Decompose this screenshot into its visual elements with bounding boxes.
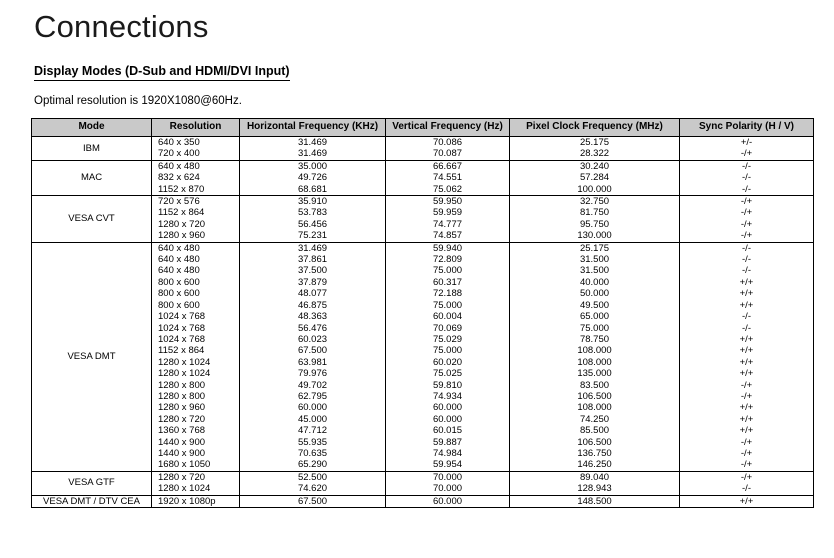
cell-vertical-frequency: 59.887	[386, 437, 510, 448]
cell-vertical-frequency: 60.000	[386, 402, 510, 413]
cell-resolution: 1280 x 1024	[152, 483, 240, 495]
cell-horizontal-frequency: 65.290	[240, 459, 386, 471]
cell-resolution: 640 x 480	[152, 254, 240, 265]
cell-vertical-frequency: 74.551	[386, 172, 510, 183]
table-row	[32, 137, 814, 149]
cell-horizontal-frequency: 74.620	[240, 483, 386, 495]
cell-horizontal-frequency: 49.702	[240, 380, 386, 391]
cell-mode: VESA DMT / DTV CEA	[32, 495, 152, 507]
cell-vertical-frequency: 74.777	[386, 219, 510, 230]
cell-pixel-clock: 146.250	[510, 459, 680, 471]
cell-resolution: 1440 x 900	[152, 448, 240, 459]
cell-sync-polarity: -/+	[680, 391, 814, 402]
cell-horizontal-frequency: 68.681	[240, 184, 386, 196]
cell-horizontal-frequency: 56.456	[240, 219, 386, 230]
cell-sync-polarity: -/-	[680, 160, 814, 172]
cell-horizontal-frequency: 48.077	[240, 288, 386, 299]
cell-sync-polarity: +/+	[680, 288, 814, 299]
cell-vertical-frequency: 75.025	[386, 368, 510, 379]
cell-pixel-clock: 78.750	[510, 334, 680, 345]
column-header-horizontal-frequency: Horizontal Frequency (KHz)	[240, 119, 386, 137]
cell-pixel-clock: 148.500	[510, 495, 680, 507]
cell-vertical-frequency: 70.087	[386, 148, 510, 160]
cell-resolution: 720 x 400	[152, 148, 240, 160]
cell-vertical-frequency: 75.062	[386, 184, 510, 196]
cell-pixel-clock: 128.943	[510, 483, 680, 495]
cell-horizontal-frequency: 37.500	[240, 265, 386, 276]
cell-sync-polarity: -/+	[680, 230, 814, 242]
cell-sync-polarity: -/+	[680, 380, 814, 391]
cell-vertical-frequency: 59.954	[386, 459, 510, 471]
page-title: Connections	[34, 9, 209, 44]
cell-sync-polarity: -/-	[680, 254, 814, 265]
cell-sync-polarity: -/+	[680, 471, 814, 483]
cell-pixel-clock: 136.750	[510, 448, 680, 459]
cell-resolution: 640 x 480	[152, 265, 240, 276]
cell-vertical-frequency: 70.000	[386, 483, 510, 495]
cell-resolution: 640 x 480	[152, 242, 240, 254]
table-header-row	[32, 119, 814, 137]
cell-resolution: 1280 x 800	[152, 391, 240, 402]
cell-resolution: 640 x 350	[152, 137, 240, 149]
cell-sync-polarity: -/-	[680, 242, 814, 254]
cell-horizontal-frequency: 48.363	[240, 311, 386, 322]
cell-sync-polarity: -/-	[680, 265, 814, 276]
cell-vertical-frequency: 70.069	[386, 323, 510, 334]
cell-vertical-frequency: 59.959	[386, 207, 510, 218]
cell-horizontal-frequency: 55.935	[240, 437, 386, 448]
table-row	[32, 471, 814, 483]
cell-pixel-clock: 100.000	[510, 184, 680, 196]
cell-resolution: 1024 x 768	[152, 311, 240, 322]
cell-pixel-clock: 25.175	[510, 137, 680, 149]
cell-sync-polarity: +/+	[680, 300, 814, 311]
cell-sync-polarity: +/+	[680, 334, 814, 345]
cell-sync-polarity: +/+	[680, 345, 814, 356]
cell-sync-polarity: -/-	[680, 172, 814, 183]
cell-resolution: 800 x 600	[152, 300, 240, 311]
cell-vertical-frequency: 70.000	[386, 471, 510, 483]
cell-pixel-clock: 108.000	[510, 357, 680, 368]
cell-mode: VESA CVT	[32, 196, 152, 243]
column-header-vertical-frequency: Vertical Frequency (Hz)	[386, 119, 510, 137]
cell-vertical-frequency: 60.020	[386, 357, 510, 368]
cell-resolution: 1152 x 870	[152, 184, 240, 196]
section-heading: Display Modes (D-Sub and HDMI/DVI Input)	[34, 64, 290, 81]
cell-mode: MAC	[32, 160, 152, 195]
cell-mode: IBM	[32, 137, 152, 161]
cell-pixel-clock: 50.000	[510, 288, 680, 299]
cell-horizontal-frequency: 31.469	[240, 242, 386, 254]
cell-pixel-clock: 40.000	[510, 277, 680, 288]
cell-sync-polarity: +/-	[680, 137, 814, 149]
cell-sync-polarity: -/+	[680, 148, 814, 160]
cell-pixel-clock: 130.000	[510, 230, 680, 242]
cell-vertical-frequency: 59.810	[386, 380, 510, 391]
cell-pixel-clock: 57.284	[510, 172, 680, 183]
cell-resolution: 1024 x 768	[152, 323, 240, 334]
cell-resolution: 640 x 480	[152, 160, 240, 172]
cell-pixel-clock: 30.240	[510, 160, 680, 172]
cell-resolution: 1360 x 768	[152, 425, 240, 436]
column-header-pixel-clock-frequency: Pixel Clock Frequency (MHz)	[510, 119, 680, 137]
table-row	[32, 160, 814, 172]
table-row	[32, 242, 814, 254]
cell-sync-polarity: -/+	[680, 437, 814, 448]
cell-pixel-clock: 108.000	[510, 345, 680, 356]
document-page	[0, 8, 834, 558]
cell-horizontal-frequency: 49.726	[240, 172, 386, 183]
cell-horizontal-frequency: 47.712	[240, 425, 386, 436]
cell-vertical-frequency: 75.000	[386, 345, 510, 356]
cell-horizontal-frequency: 35.910	[240, 196, 386, 208]
section-heading-wrap	[26, 46, 808, 81]
cell-resolution: 1280 x 1024	[152, 357, 240, 368]
cell-vertical-frequency: 60.317	[386, 277, 510, 288]
cell-resolution: 1152 x 864	[152, 345, 240, 356]
cell-resolution: 720 x 576	[152, 196, 240, 208]
cell-vertical-frequency: 75.000	[386, 300, 510, 311]
cell-resolution: 1280 x 800	[152, 380, 240, 391]
cell-pixel-clock: 28.322	[510, 148, 680, 160]
cell-pixel-clock: 135.000	[510, 368, 680, 379]
cell-vertical-frequency: 60.004	[386, 311, 510, 322]
cell-horizontal-frequency: 60.023	[240, 334, 386, 345]
cell-horizontal-frequency: 46.875	[240, 300, 386, 311]
cell-horizontal-frequency: 62.795	[240, 391, 386, 402]
column-header-mode: Mode	[32, 119, 152, 137]
cell-horizontal-frequency: 52.500	[240, 471, 386, 483]
cell-resolution: 1280 x 720	[152, 219, 240, 230]
cell-resolution: 1280 x 720	[152, 414, 240, 425]
cell-vertical-frequency: 70.086	[386, 137, 510, 149]
table-header	[32, 119, 814, 137]
cell-vertical-frequency: 60.015	[386, 425, 510, 436]
cell-pixel-clock: 106.500	[510, 391, 680, 402]
cell-sync-polarity: +/+	[680, 402, 814, 413]
cell-horizontal-frequency: 45.000	[240, 414, 386, 425]
cell-horizontal-frequency: 60.000	[240, 402, 386, 413]
cell-resolution: 1152 x 864	[152, 207, 240, 218]
table-row	[32, 196, 814, 208]
cell-resolution: 1280 x 960	[152, 402, 240, 413]
optimal-resolution-note: Optimal resolution is 1920X1080@60Hz.	[34, 95, 242, 107]
cell-vertical-frequency: 75.000	[386, 265, 510, 276]
cell-resolution: 1440 x 900	[152, 437, 240, 448]
cell-horizontal-frequency: 75.231	[240, 230, 386, 242]
cell-sync-polarity: -/-	[680, 483, 814, 495]
cell-resolution: 1280 x 720	[152, 471, 240, 483]
cell-horizontal-frequency: 53.783	[240, 207, 386, 218]
cell-pixel-clock: 31.500	[510, 254, 680, 265]
cell-horizontal-frequency: 67.500	[240, 495, 386, 507]
cell-horizontal-frequency: 70.635	[240, 448, 386, 459]
cell-resolution: 1920 x 1080p	[152, 495, 240, 507]
cell-sync-polarity: +/+	[680, 414, 814, 425]
cell-pixel-clock: 65.000	[510, 311, 680, 322]
cell-pixel-clock: 31.500	[510, 265, 680, 276]
table-body	[32, 137, 814, 508]
cell-horizontal-frequency: 63.981	[240, 357, 386, 368]
cell-sync-polarity: -/-	[680, 323, 814, 334]
cell-vertical-frequency: 59.940	[386, 242, 510, 254]
cell-sync-polarity: -/+	[680, 196, 814, 208]
cell-horizontal-frequency: 67.500	[240, 345, 386, 356]
cell-resolution: 1024 x 768	[152, 334, 240, 345]
cell-resolution: 800 x 600	[152, 277, 240, 288]
cell-vertical-frequency: 72.809	[386, 254, 510, 265]
cell-pixel-clock: 89.040	[510, 471, 680, 483]
cell-pixel-clock: 95.750	[510, 219, 680, 230]
cell-vertical-frequency: 74.857	[386, 230, 510, 242]
cell-horizontal-frequency: 37.879	[240, 277, 386, 288]
cell-vertical-frequency: 60.000	[386, 414, 510, 425]
cell-horizontal-frequency: 56.476	[240, 323, 386, 334]
cell-resolution: 1280 x 960	[152, 230, 240, 242]
cell-pixel-clock: 83.500	[510, 380, 680, 391]
cell-pixel-clock: 74.250	[510, 414, 680, 425]
cell-sync-polarity: -/+	[680, 448, 814, 459]
display-modes-table	[31, 118, 814, 508]
cell-vertical-frequency: 74.934	[386, 391, 510, 402]
cell-pixel-clock: 25.175	[510, 242, 680, 254]
cell-horizontal-frequency: 35.000	[240, 160, 386, 172]
cell-resolution: 800 x 600	[152, 288, 240, 299]
cell-pixel-clock: 49.500	[510, 300, 680, 311]
cell-pixel-clock: 106.500	[510, 437, 680, 448]
cell-sync-polarity: -/-	[680, 311, 814, 322]
column-header-sync-polarity: Sync Polarity (H / V)	[680, 119, 814, 137]
cell-sync-polarity: +/+	[680, 495, 814, 507]
cell-pixel-clock: 81.750	[510, 207, 680, 218]
cell-vertical-frequency: 66.667	[386, 160, 510, 172]
cell-vertical-frequency: 72.188	[386, 288, 510, 299]
cell-pixel-clock: 32.750	[510, 196, 680, 208]
cell-horizontal-frequency: 31.469	[240, 148, 386, 160]
table-row	[32, 495, 814, 507]
cell-vertical-frequency: 74.984	[386, 448, 510, 459]
cell-resolution: 1280 x 1024	[152, 368, 240, 379]
cell-horizontal-frequency: 79.976	[240, 368, 386, 379]
cell-vertical-frequency: 59.950	[386, 196, 510, 208]
cell-sync-polarity: -/+	[680, 207, 814, 218]
cell-sync-polarity: +/+	[680, 425, 814, 436]
column-header-resolution: Resolution	[152, 119, 240, 137]
cell-horizontal-frequency: 37.861	[240, 254, 386, 265]
cell-sync-polarity: +/+	[680, 368, 814, 379]
cell-pixel-clock: 75.000	[510, 323, 680, 334]
cell-sync-polarity: -/+	[680, 459, 814, 471]
cell-sync-polarity: +/+	[680, 277, 814, 288]
cell-sync-polarity: -/+	[680, 219, 814, 230]
cell-sync-polarity: +/+	[680, 357, 814, 368]
cell-horizontal-frequency: 31.469	[240, 137, 386, 149]
cell-sync-polarity: -/-	[680, 184, 814, 196]
cell-vertical-frequency: 75.029	[386, 334, 510, 345]
cell-mode: VESA DMT	[32, 242, 152, 471]
cell-pixel-clock: 85.500	[510, 425, 680, 436]
cell-vertical-frequency: 60.000	[386, 495, 510, 507]
cell-mode: VESA GTF	[32, 471, 152, 495]
cell-resolution: 832 x 624	[152, 172, 240, 183]
cell-pixel-clock: 108.000	[510, 402, 680, 413]
cell-resolution: 1680 x 1050	[152, 459, 240, 471]
